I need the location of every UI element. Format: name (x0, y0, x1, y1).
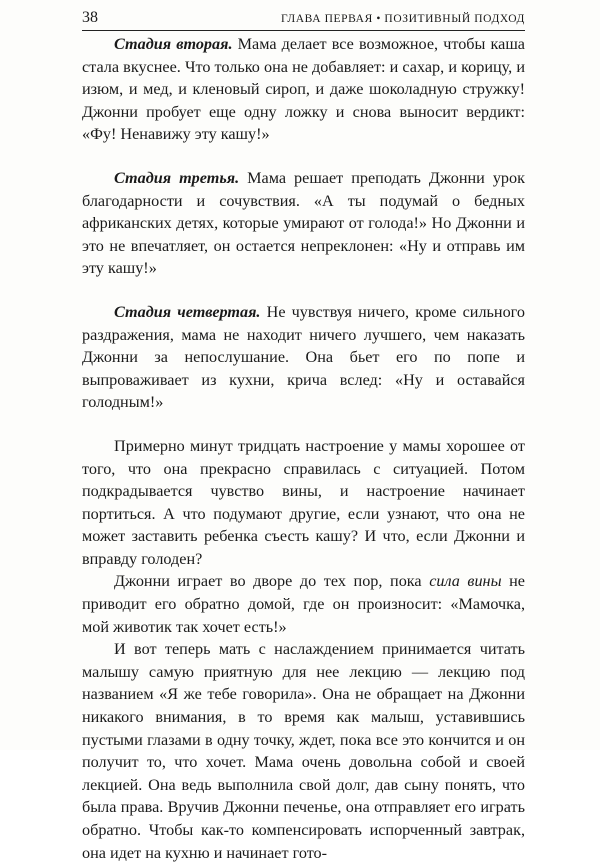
stage-two-text: Мама делает все возможное, чтобы каша стала вкуснее. Что только она не добавляет: и сахар, и корицу, и изюм, и мед, и кленовый сироп, и даже шоколадную стружку! Джонни пробует еще одну ложку и снова выносит вердикт: «Фу! Ненавижу эту кашу!» (82, 35, 525, 144)
chapter-title: ГЛАВА ПЕРВАЯ • ПОЗИТИВНЫЙ ПОДХОД (280, 13, 525, 25)
page-number: 38 (82, 9, 98, 26)
stage-two-title: Стадия вторая. (114, 35, 233, 53)
stage-four-paragraph (82, 301, 525, 414)
stage-four-title: Стадия четвертая. (114, 302, 261, 321)
stage-four-text: Не чувствуя ничего, кроме сильного раздражения, мама не находит ничего лучшего, чем наказать Джонни за непослушание. Она бьет его по попе и выпроваживает из кухни, крича вслед: «Ну и оставайся голодным!» (82, 302, 525, 412)
paragraph-johnny-plays (82, 570, 525, 638)
stage-three-text: Мама решает преподать Джонни урок благодарности и сочувствия. «А ты подумай о бедных африканских детях, которые умирают от голода!» Но Джонни и это не впечатляет, он остается непреклонен: «Ну и отправь им эту кашу!» (82, 168, 525, 278)
paragraph-lecture: И вот теперь мать с наслаждением принимается читать малышу самую приятную для нее лекцию — лекцию под названием «Я же тебе говорила». Она не обращает на Джонни никакого внимания, в то время как малыш, уставившись пустыми глазами в одну точку, ждет, пока все это кончится и он получит то, что хочет. Мама очень довольна собой и своей лекцией. Она ведь выполнила свой долг, дав сыну понять, что была права. Вручив Джонни печенье, она отправляет его играть обратно. Чтобы как-то компенсировать испорченный завтрак, она идет на кухню и начинает гото- (82, 640, 525, 862)
paragraph-johnny-plays-end: не приводит его обратно домой, где он произносит: «Мамочка, мой животик так хочет есть!» (82, 572, 525, 636)
stage-three-title: Стадия третья. (114, 168, 240, 187)
paragraph-mood: Примерно минут тридцать настроение у мамы хорошее от того, что она прекрасно справилась с ситуацией. Потом подкрадывается чувство вины, и настроение начинает портиться. А что подумают другие, если узнают, что она не может заставить ребенка съесть кашу? И что, если Джонни и вправду голоден? (82, 436, 525, 568)
running-header (82, 8, 525, 31)
paragraph-johnny-plays-italic: сила вины (429, 572, 502, 591)
body-text (82, 33, 525, 864)
stage-three-paragraph (82, 167, 525, 280)
paragraph-johnny-plays-start: Джонни играет во дворе до тех пор, пока (114, 572, 430, 591)
stage-two-paragraph (82, 33, 525, 146)
